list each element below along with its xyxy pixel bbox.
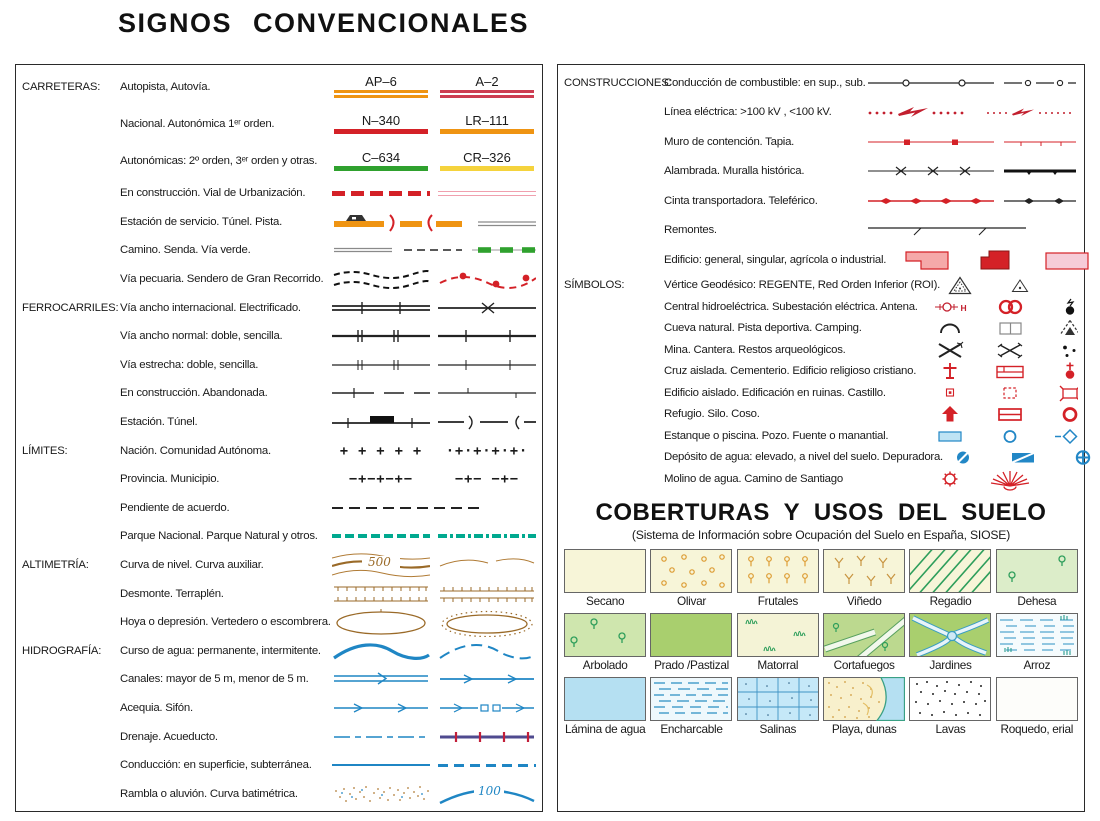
row-label: Molino de agua. Camino de Santiago [664, 472, 843, 485]
landfill-symbol [438, 607, 536, 637]
row-label: Provincia. Municipio. [120, 473, 220, 486]
legend-row [22, 142, 536, 179]
row-label: Autonómicas: 2º orden, 3ᵉʳ orden y otras. [120, 154, 318, 167]
national-road-shield [332, 114, 430, 134]
jardines-swatch [909, 613, 991, 657]
ski-lift-symbol [866, 223, 1078, 237]
roquedo-erial-swatch [996, 677, 1078, 721]
row-label: Estación. Túnel. [120, 416, 198, 429]
olivar-swatch [650, 549, 732, 593]
row-label: Estación de servicio. Túnel. Pista. [120, 215, 282, 228]
aqueduct-symbol [438, 731, 536, 743]
legend-row [22, 293, 536, 322]
row-label: Camino. Senda. Vía verde. [120, 244, 251, 257]
encharcable-swatch [650, 677, 732, 721]
path-trail-greenway-symbol [332, 242, 536, 258]
legend-row [22, 579, 536, 608]
right-legend-panel [557, 64, 1085, 812]
narrow-gauge-double-rail-symbol [332, 356, 430, 374]
bathymetric-curve-symbol [438, 781, 536, 807]
row-label: Refugio. Silo. Coso. [664, 408, 760, 421]
row-label: Remontes. [664, 224, 717, 237]
cutting-symbol [332, 581, 430, 607]
legend-row [22, 322, 536, 351]
row-label: Nacional. Autonómica 1ᵉʳ orden. [120, 117, 275, 130]
underground-pipeline-symbol [438, 764, 536, 767]
row-label: Depósito de agua: elevado, a nivel del suelo. Depuradora. [664, 451, 943, 464]
row-label: Conducción de combustible: en sup., sub. [664, 76, 866, 89]
row-label: Drenaje. Acueducto. [120, 730, 218, 743]
matorral-swatch [737, 613, 819, 657]
legend-row [22, 351, 536, 380]
landuse-cell [564, 613, 646, 672]
conveyor-cableway-symbol [866, 194, 1078, 208]
row-label: Alambrada. Muralla histórica. [664, 165, 805, 178]
cortafuegos-swatch [823, 613, 905, 657]
legend-row [22, 236, 536, 265]
legend-row [564, 245, 1078, 275]
lavas-swatch [909, 677, 991, 721]
road-code: N–340 [361, 112, 401, 128]
road-under-construction-symbol [332, 191, 430, 196]
row-label: Rambla o aluvión. Curva batimétrica. [120, 787, 298, 800]
irrigation-ditch-symbol [332, 701, 430, 715]
power-plant-substation-antenna-symbols [930, 296, 1078, 318]
landuse-title: COBERTURAS Y USOS DEL SUELO [595, 498, 1047, 526]
bathymetric-value: 100 [478, 783, 501, 798]
landuse-cell [737, 677, 819, 736]
dehesa-swatch [996, 549, 1078, 593]
landuse-cell [564, 549, 646, 608]
urban-road-symbol [438, 191, 536, 196]
legend-row [564, 68, 1078, 98]
hydro-plant-letter: H [960, 302, 967, 313]
arbolado-swatch [564, 613, 646, 657]
pending-boundary-symbol [332, 507, 482, 510]
legend-row [564, 447, 1078, 469]
mine-quarry-ruins-symbols [930, 339, 1078, 361]
intermittent-stream-symbol [438, 638, 536, 664]
row-label: Curso de agua: permanente, intermitente. [120, 644, 321, 657]
fuel-pipeline-symbol [866, 76, 1078, 90]
landuse-label: Encharcable [660, 721, 723, 736]
regional3-shield [438, 151, 536, 171]
drainage-symbol [332, 731, 430, 743]
row-label: Vía pecuaria. Sendero de Gran Recorrido. [120, 273, 324, 286]
legend-row [22, 436, 536, 465]
natural-park-symbol [438, 534, 536, 538]
legend-row [564, 157, 1078, 187]
landuse-label: Prado /Pastizal [654, 657, 729, 672]
surface-pipeline-symbol [332, 764, 430, 767]
row-label: Estanque o piscina. Pozo. Fuente o manantial. [664, 429, 889, 442]
landuse-subtitle: (Sistema de Información sobre Ocupación del Suelo en España, SIOSE) [631, 527, 1011, 542]
canal-minor-symbol [438, 671, 536, 687]
narrow-gauge-single-rail-symbol [438, 356, 536, 374]
legend-row [22, 408, 536, 437]
legend-row [564, 296, 1078, 318]
landuse-label: Arroz [1023, 657, 1051, 672]
contour-value: 500 [368, 555, 391, 570]
landuse-label: Cortafuegos [833, 657, 895, 672]
landuse-cell [737, 549, 819, 608]
watermill-santiago-way-symbols [930, 467, 1078, 491]
left-legend-panel [15, 64, 543, 812]
legend-row [564, 216, 1078, 246]
rail-station-symbol [332, 412, 430, 432]
legend-row [22, 722, 536, 751]
landuse-label: Regadio [929, 593, 972, 608]
page-title: SIGNOS CONVENCIONALES [118, 8, 530, 38]
row-label: Desmonte. Terraplén. [120, 587, 224, 600]
legend-row [22, 179, 536, 208]
landuse-label: Lavas [935, 721, 966, 736]
rail-tunnel-symbol [438, 412, 536, 432]
row-label: Hoya o depresión. Vertedero o escombrera. [120, 616, 331, 629]
landuse-label: Playa, dunas [831, 721, 897, 736]
regadio-swatch [909, 549, 991, 593]
geodesic-vertex-symbols [940, 275, 1088, 296]
row-label: Central hidroeléctrica. Subestación eléctrica. Antena. [664, 300, 918, 313]
livestock-track-symbol [332, 266, 430, 292]
landuse-label: Jardines [929, 657, 972, 672]
region-boundary-symbol: ·+·+·+·+· [445, 442, 529, 459]
row-label: Cueva natural. Pista deportiva. Camping. [664, 322, 862, 335]
landuse-label: Viñedo [846, 593, 882, 608]
landuse-cell [564, 677, 646, 736]
gr-trail-symbol [438, 266, 536, 292]
municipality-boundary-symbol: −+− −+− [455, 471, 519, 488]
landuse-cell [996, 549, 1078, 608]
autovia-shield [438, 75, 536, 98]
road-code: CR–326 [463, 149, 511, 165]
legend-row [22, 751, 536, 780]
legend-row [22, 465, 536, 494]
legend-row [564, 186, 1078, 216]
road-code: AP–6 [365, 74, 397, 89]
salinas-swatch [737, 677, 819, 721]
normal-gauge-double-rail-symbol [332, 327, 430, 345]
category-label: LÍMITES: [22, 444, 68, 457]
landuse-cell [823, 613, 905, 672]
row-label: Mina. Cantera. Restos arqueológicos. [664, 343, 846, 356]
road-code: LR–111 [465, 112, 509, 128]
landuse-label: Salinas [759, 721, 797, 736]
legend-row [22, 68, 536, 105]
regional2-shield [332, 151, 430, 171]
water-tank-treatment-symbols [943, 446, 1091, 468]
row-label: Canales: mayor de 5 m, menor de 5 m. [120, 673, 309, 686]
legend-row [22, 637, 536, 666]
legend-row [564, 275, 1078, 297]
rail-under-construction-symbol [332, 384, 430, 402]
legend-row [564, 468, 1078, 490]
wadi-alluvium-symbol [332, 781, 430, 807]
legend-row [22, 665, 536, 694]
cross-cemetery-church-symbols [930, 360, 1078, 382]
regional1-line [440, 129, 534, 134]
legend-row [22, 779, 536, 808]
legend-row [22, 694, 536, 723]
landuse-label: Roquedo, erial [1000, 721, 1074, 736]
service-station-tunnel-track-symbol [332, 210, 536, 234]
row-label: Muro de contención. Tapia. [664, 135, 795, 148]
legend-row [564, 404, 1078, 426]
legend-row [22, 379, 536, 408]
landuse-cell [909, 677, 991, 736]
national-boundary-symbol: + + + + + [339, 442, 423, 459]
category-label: CONSTRUCCIONES: [564, 76, 672, 89]
province-boundary-symbol: −+−+−+− [349, 471, 413, 488]
legend-row [564, 382, 1078, 404]
landuse-cell [909, 613, 991, 672]
category-label: ALTIMETRÍA: [22, 559, 89, 572]
row-label: Autopista, Autovía. [120, 80, 211, 93]
row-label: Pendiente de acuerdo. [120, 501, 230, 514]
row-label: Acequia. Sifón. [120, 701, 193, 714]
pond-well-spring-symbols [930, 425, 1078, 447]
row-label: Curva de nivel. Curva auxiliar. [120, 559, 264, 572]
regional1-shield [438, 114, 536, 134]
landuse-label: Arbolado [582, 657, 628, 672]
siphon-symbol [438, 701, 536, 715]
legend-row [564, 98, 1078, 128]
legend-row [22, 265, 536, 294]
contour-line-symbol [332, 549, 430, 581]
landuse-cell [823, 677, 905, 736]
prado-swatch [650, 613, 732, 657]
abandoned-rail-symbol [438, 384, 536, 402]
national-park-symbol [332, 534, 430, 538]
landuse-label: Matorral [757, 657, 799, 672]
legend-row [22, 522, 536, 551]
landuse-label: Olivar [676, 593, 706, 608]
legend-row [22, 105, 536, 142]
landuse-cell [996, 677, 1078, 736]
row-label: Vía estrecha: doble, sencilla. [120, 358, 259, 371]
legend-row [22, 208, 536, 237]
vinedo-swatch [823, 549, 905, 593]
landuse-cell [650, 549, 732, 608]
canal-major-symbol [332, 671, 430, 687]
national-road-line [334, 129, 428, 134]
row-label: Edificio aislado. Edificación en ruinas. Castillo. [664, 386, 886, 399]
legend-row [564, 361, 1078, 383]
legend-row [22, 494, 536, 523]
row-label: En construcción. Abandonada. [120, 387, 268, 400]
motorway-line [334, 90, 428, 98]
autovia-line [440, 90, 534, 98]
auxiliary-contour-symbol [438, 549, 536, 581]
row-label: Línea eléctrica: >100 kV , <100 kV. [664, 106, 832, 119]
row-label: En construcción. Vial de Urbanización. [120, 187, 306, 200]
lamina-de-agua-swatch [564, 677, 646, 721]
regional2-line [334, 166, 428, 171]
legend-row [22, 608, 536, 637]
row-label: Vía ancho internacional. Electrificado. [120, 301, 301, 314]
embankment-symbol [438, 581, 536, 607]
category-label: SÍMBOLOS: [564, 279, 625, 292]
retaining-wall-symbol [866, 135, 1078, 149]
secano-swatch [564, 549, 646, 593]
wire-fence-wall-symbol [866, 164, 1078, 178]
row-label: Cinta transportadora. Teleférico. [664, 194, 818, 207]
building-symbols [886, 245, 1098, 275]
power-line-symbol [866, 104, 1078, 120]
legend-row [564, 425, 1078, 447]
landuse-cell [909, 549, 991, 608]
row-label: Parque Nacional. Parque Natural y otros. [120, 530, 318, 543]
landuse-cell [737, 613, 819, 672]
legend-row [564, 339, 1078, 361]
row-label: Conducción: en superficie, subterránea. [120, 759, 312, 772]
row-label: Cruz aislada. Cementerio. Edificio religioso cristiano. [664, 365, 917, 378]
motorway-shield [332, 75, 430, 98]
regional3-line [440, 166, 534, 171]
frutales-swatch [737, 549, 819, 593]
row-label: Edificio: general, singular, agrícola o industrial. [664, 253, 887, 266]
landuse-label: Lámina de agua [564, 721, 646, 736]
arroz-swatch [996, 613, 1078, 657]
landuse-label: Dehesa [1017, 593, 1057, 608]
legend-row [22, 551, 536, 580]
landuse-grid [564, 549, 1078, 736]
row-label: Vértice Geodésico: REGENTE, Red Orden Inferior (ROI). [664, 279, 941, 292]
electrified-rail-symbol [438, 299, 536, 317]
landuse-cell [650, 677, 732, 736]
legend-row [564, 127, 1078, 157]
cave-sports-camping-symbols [930, 317, 1078, 339]
playa-dunas-swatch [823, 677, 905, 721]
permanent-stream-symbol [332, 638, 430, 664]
row-label: Nación. Comunidad Autónoma. [120, 444, 271, 457]
category-label: FERROCARRILES: [22, 301, 119, 314]
category-label: CARRETERAS: [22, 80, 101, 93]
landuse-cell [823, 549, 905, 608]
refuge-silo-bullring-symbols [930, 403, 1078, 425]
landuse-cell [996, 613, 1078, 672]
row-label: Vía ancho normal: doble, sencilla. [120, 330, 283, 343]
category-label: HIDROGRAFÍA: [22, 644, 102, 657]
landuse-cell [650, 613, 732, 672]
normal-gauge-single-rail-symbol [438, 327, 536, 345]
isolated-building-ruins-castle-symbols [930, 382, 1078, 404]
landuse-label: Secano [586, 593, 625, 608]
road-code: C–634 [361, 149, 401, 165]
road-code: A–2 [475, 74, 499, 89]
intl-gauge-rail-symbol [332, 299, 430, 317]
landuse-label: Frutales [757, 593, 798, 608]
legend-row [564, 318, 1078, 340]
depression-symbol [332, 607, 430, 637]
